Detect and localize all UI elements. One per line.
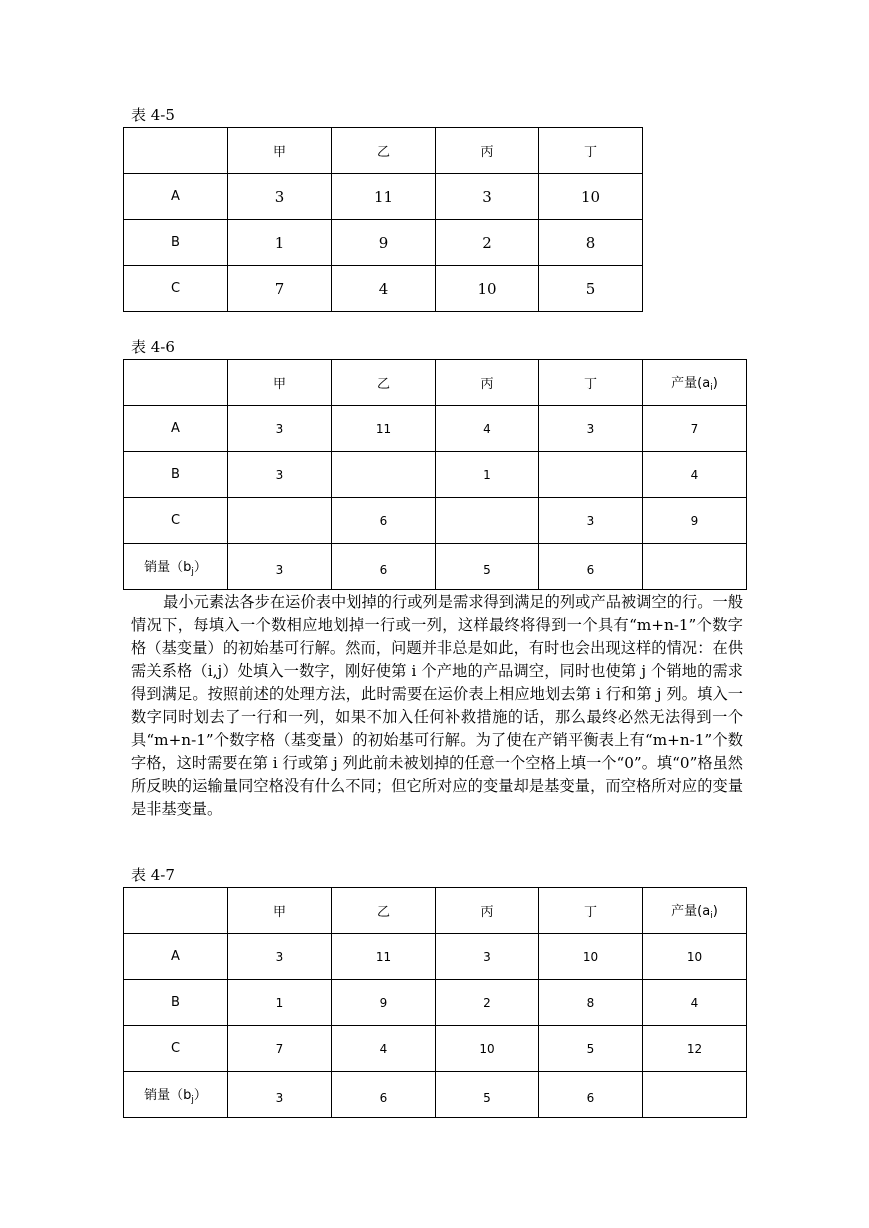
demand-label-close: ） (193, 560, 207, 575)
row-label: A (124, 934, 228, 980)
table-header-cell: 丙 (436, 888, 539, 934)
table-cell: 4 (436, 406, 539, 452)
demand-label-subscript: j (191, 1095, 194, 1105)
body-paragraph (131, 591, 743, 821)
table-4-5 (123, 127, 643, 312)
table-row (124, 980, 747, 1026)
table-cell: 6 (332, 1072, 436, 1118)
table-header-cell: 丁 (539, 888, 643, 934)
table-cell: 6 (539, 544, 643, 590)
row-label: B (124, 452, 228, 498)
table-cell: 2 (436, 220, 539, 266)
table-header-cell: 甲 (228, 128, 332, 174)
table-cell: 6 (332, 498, 436, 544)
table-cell (643, 544, 747, 590)
table-cell: 5 (436, 544, 539, 590)
table-row (124, 452, 747, 498)
table-cell: 4 (643, 980, 747, 1026)
table-cell: 2 (436, 980, 539, 1026)
table-cell: 3 (436, 934, 539, 980)
table-cell: 5 (539, 266, 643, 312)
table-cell (228, 498, 332, 544)
table-cell: 10 (436, 266, 539, 312)
demand-label: 销量（b (144, 1088, 192, 1103)
table-cell (332, 452, 436, 498)
supply-header-close: ) (712, 376, 718, 391)
table-cell: 4 (643, 452, 747, 498)
table-cell: 3 (228, 934, 332, 980)
row-label: B (124, 220, 228, 266)
demand-label-cell (124, 544, 228, 590)
table-cell: 7 (228, 1026, 332, 1072)
table-cell: 11 (332, 934, 436, 980)
demand-label-cell (124, 1072, 228, 1118)
demand-label-close: ） (193, 1088, 207, 1103)
table-cell: 10 (539, 174, 643, 220)
supply-header-label: 产量(a (671, 376, 711, 391)
table-cell: 12 (643, 1026, 747, 1072)
table-cell: 10 (643, 934, 747, 980)
table-4-5-caption: 表 4-5 (131, 106, 175, 124)
table-cell: 1 (436, 452, 539, 498)
table-header-cell: 丁 (539, 128, 643, 174)
table-cell: 4 (332, 1026, 436, 1072)
row-label: B (124, 980, 228, 1026)
table-4-7 (123, 887, 747, 1118)
table-row (124, 174, 643, 220)
table-cell (436, 498, 539, 544)
table-cell: 1 (228, 980, 332, 1026)
supply-header-subscript: i (710, 383, 713, 393)
table-row (124, 360, 747, 406)
table-4-6-caption: 表 4-6 (131, 338, 175, 356)
table-cell: 3 (228, 174, 332, 220)
table-row (124, 544, 747, 590)
table-cell: 7 (643, 406, 747, 452)
table-header-cell: 丁 (539, 360, 643, 406)
table-cell: 11 (332, 174, 436, 220)
table-row (124, 266, 643, 312)
table-cell: 8 (539, 220, 643, 266)
table-cell: 5 (436, 1072, 539, 1118)
table-header-cell: 丙 (436, 360, 539, 406)
table-header-cell: 乙 (332, 888, 436, 934)
supply-header-cell (643, 360, 747, 406)
row-label: C (124, 1026, 228, 1072)
table-cell: 6 (332, 544, 436, 590)
row-label: A (124, 174, 228, 220)
supply-header-cell (643, 888, 747, 934)
table-cell: 6 (539, 1072, 643, 1118)
table-cell (643, 1072, 747, 1118)
table-cell: 3 (228, 406, 332, 452)
table-cell: 3 (436, 174, 539, 220)
table-header-cell: 乙 (332, 128, 436, 174)
table-cell: 3 (539, 406, 643, 452)
table-cell (124, 360, 228, 406)
table-header-cell: 乙 (332, 360, 436, 406)
table-cell: 5 (539, 1026, 643, 1072)
table-row (124, 1026, 747, 1072)
table-header-cell: 甲 (228, 360, 332, 406)
table-cell: 10 (539, 934, 643, 980)
supply-header-label: 产量(a (671, 904, 711, 919)
table-cell: 7 (228, 266, 332, 312)
table-cell (124, 888, 228, 934)
supply-header-subscript: i (710, 911, 713, 921)
table-cell: 3 (228, 1072, 332, 1118)
table-4-6 (123, 359, 747, 590)
table-cell: 9 (332, 980, 436, 1026)
row-label: C (124, 498, 228, 544)
table-header-cell: 甲 (228, 888, 332, 934)
table-row (124, 128, 643, 174)
table-4-7-caption: 表 4-7 (131, 866, 175, 884)
table-row (124, 220, 643, 266)
table-cell: 9 (643, 498, 747, 544)
table-row (124, 498, 747, 544)
row-label: C (124, 266, 228, 312)
table-cell: 9 (332, 220, 436, 266)
table-row (124, 888, 747, 934)
demand-label-subscript: j (191, 567, 194, 577)
table-header-cell: 丙 (436, 128, 539, 174)
table-cell: 3 (228, 544, 332, 590)
table-cell (124, 128, 228, 174)
table-cell: 3 (228, 452, 332, 498)
table-cell (539, 452, 643, 498)
table-cell: 1 (228, 220, 332, 266)
table-cell: 8 (539, 980, 643, 1026)
table-cell: 3 (539, 498, 643, 544)
table-cell: 4 (332, 266, 436, 312)
row-label: A (124, 406, 228, 452)
table-cell: 11 (332, 406, 436, 452)
table-row (124, 1072, 747, 1118)
demand-label: 销量（b (144, 560, 192, 575)
table-row (124, 406, 747, 452)
table-row (124, 934, 747, 980)
table-cell: 10 (436, 1026, 539, 1072)
paragraph-text: 最小元素法各步在运价表中划掉的行或列是需求得到满足的列或产品被调空的行。一般情况下，每填入一个数相应地划掉一行或一列，这样最终将得到一个具有“m+n-1”个数字格（基变量）的初始基可行解。然而，问题并非总是如此，有时也会出现这样的情况：在供需关系格（i,j）处填入一数字，刚好使第 i 个产地的产品调空，同时也使第 j 个销地的需求得到满足。按照前述的处理方法，此时需要在运价表上相应地划去第 i 行和第 j 列。填入一数字同时划去了一行和一列，如果不加入任何补救措施的话，那么最终必然无法得到一个具“m+n-1”个数字格（基变量）的初始基可行解。为了使在产销平衡表上有“m+n-1”个数字格，这时需要在第 i 行或第 j 列此前未被划掉的任意一个空格上填一个“0”。填“0”格虽然所反映的运输量同空格没有什么不同；但它所对应的变量却是基变量，而空格所对应的变量是非基变量。 (131, 593, 743, 818)
supply-header-close: ) (712, 904, 718, 919)
